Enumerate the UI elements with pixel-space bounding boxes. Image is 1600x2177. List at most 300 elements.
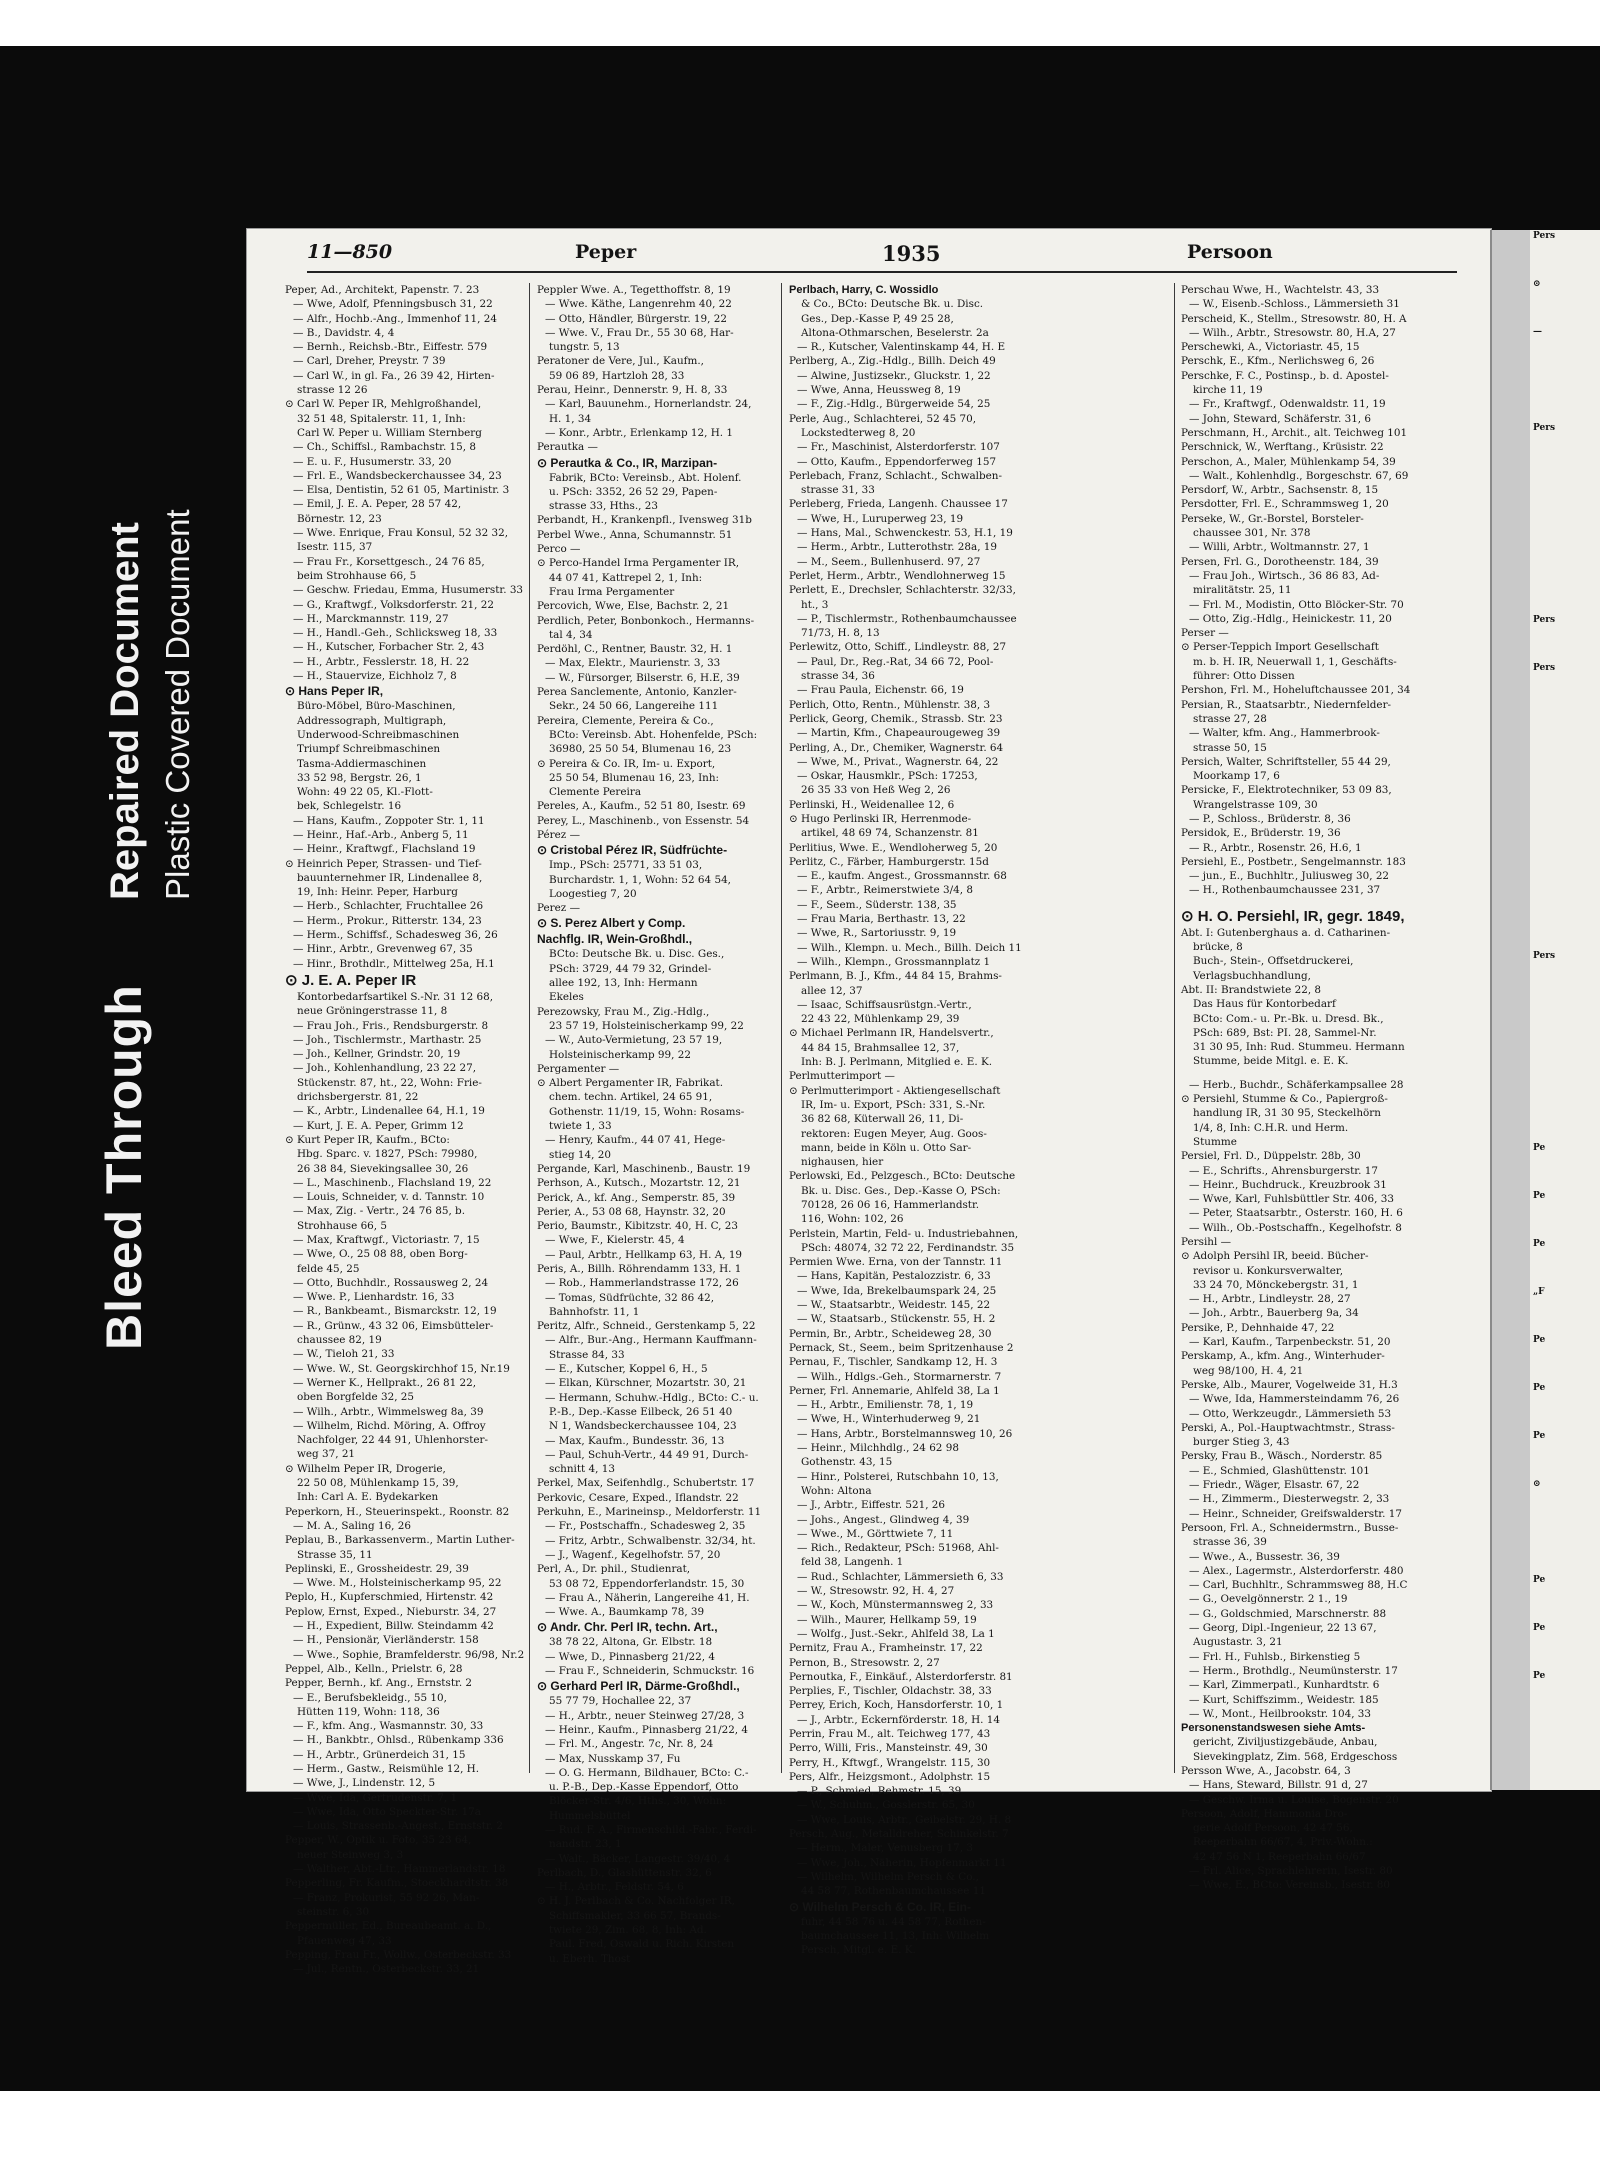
directory-entry: — Hans, Mal., Schwenckestr. 53, H.1, 19	[797, 527, 1013, 540]
directory-entry: Persoon, Adolf, Hammonia Dro-	[1181, 1807, 1348, 1820]
directory-entry: Perkovic, Cesare, Exped., Iflandstr. 22	[537, 1491, 739, 1504]
directory-entry: neuer Steinweg 3, 3	[297, 1848, 404, 1861]
directory-entry: — Max, Elektr., Maurienstr. 3, 33	[545, 657, 721, 670]
directory-entry: — Elsa, Dentistin, 52 61 05, Martinistr. 3	[293, 484, 510, 497]
directory-entry: Carl W. Peper u. William Sternberg	[297, 426, 482, 439]
directory-entry: Perrey, Erich, Koch, Hansdorferstr. 10, 1	[789, 1699, 1004, 1712]
edge-fragment: Pe	[1533, 1143, 1546, 1153]
directory-entry: — Alex., Lagermstr., Alsterdorferstr. 480	[1189, 1564, 1404, 1577]
directory-entry: 26 38 84, Sievekingsallee 30, 26	[297, 1162, 469, 1175]
directory-entry: Wohn: Altona	[801, 1484, 872, 1497]
directory-entry: Perscheid, K., Stellm., Stresowstr. 80, H. A	[1181, 312, 1407, 325]
directory-entry: Pereles, A., Kaufm., 52 51 80, Isestr. 69	[537, 800, 746, 813]
directory-entry: — W., Fürsorger, Bilserstr. 6, H.E, 39	[545, 671, 740, 684]
directory-entry: drichsbergerstr. 81, 22	[297, 1091, 419, 1104]
directory-entry: neue Gröningerstrasse 11, 8	[297, 1005, 448, 1018]
edge-fragment	[1530, 902, 1600, 950]
directory-entry: nighausen, hier	[801, 1156, 884, 1169]
directory-entry: twiete 1, 33	[549, 1120, 612, 1133]
directory-entry: — Wilh., Arbtr., Stresowstr. 80, H.A, 27	[1189, 326, 1396, 339]
directory-entry: — Wilh., Maurer, Hellkamp 59, 19	[797, 1613, 977, 1626]
directory-entry: 71/73, H. 8, 13	[801, 627, 880, 640]
edge-fragment: Pers	[1533, 423, 1556, 433]
directory-entry: — Hinr., Polsterei, Rutschbahn 10, 13,	[797, 1470, 999, 1483]
directory-entry: führer: Otto Dissen	[1193, 670, 1295, 683]
directory-entry: Persdorf, W., Arbtr., Sachsenstr. 8, 15	[1181, 484, 1379, 497]
directory-entry: — Hans, Kapitän, Pestalozzistr. 6, 33	[797, 1270, 991, 1283]
directory-entry: — Wwe, Ida, Otto Speckter-Str. 17a	[293, 1805, 481, 1818]
directory-entry: — Carl W., in gl. Fa., 26 39 42, Hirten-	[293, 369, 495, 382]
directory-entry: ht., 3	[801, 598, 829, 611]
directory-entry: — Franz, Prokurist, 55 92 26, Man-	[293, 1891, 480, 1904]
directory-entry: — Louis, Strassenb.-Angest., Ernststr. 2	[293, 1820, 503, 1833]
directory-entry: — H., Bankbtr., Ohlsd., Rübenkamp 336	[293, 1734, 504, 1747]
directory-entry: 1/4, 8, Inh: C.H.R. und Herm.	[1193, 1121, 1349, 1134]
directory-entry: — Max, Kraftwgf., Victoriastr. 7, 15	[293, 1234, 480, 1246]
directory-entry: Pfauenweg 47, 33	[297, 1934, 392, 1947]
edge-fragment: Pe	[1533, 1431, 1546, 1441]
directory-entry: — J., Arbtr., Eiffestr. 521, 26	[797, 1499, 946, 1512]
directory-entry: — Frl. H., Fuhlsb., Birkenstieg 5	[1189, 1650, 1361, 1663]
directory-entry: Perplies, F., Tischler, Oldachstr. 38, 33	[789, 1685, 992, 1698]
directory-entry: — R., Grünw., 43 32 06, Eimsbütteler-	[293, 1319, 494, 1332]
directory-entry: Perschau Wwe, H., Wachtelstr. 43, 33	[1181, 284, 1380, 296]
directory-entry: — Walther, Abt.-Ltr., Hammerlandstr. 18	[293, 1863, 506, 1876]
directory-entry: steinstr. 6, 30	[297, 1905, 370, 1918]
directory-entry: — Wwe. A., Baumkamp 78, 39	[545, 1606, 705, 1619]
edge-fragment: „F	[1533, 1287, 1545, 1297]
directory-entry: ⊙ Wilhelm Peper IR, Drogerie,	[285, 1462, 446, 1475]
directory-entry: Perlitz, C., Färber, Hamburgerstr. 15d	[789, 855, 989, 868]
directory-entry: Persson Wwe, A., Jacobstr. 64, 3	[1181, 1764, 1351, 1777]
directory-entry: — Alwine, Justizsekr., Gluckstr. 1, 22	[797, 369, 991, 382]
directory-entry: weg 98/100, H. 4, 21	[1193, 1364, 1304, 1377]
edge-fragment: Pers	[1533, 951, 1556, 961]
directory-entry: Perlebach, Franz, Schlacht., Schwalben-	[789, 469, 1003, 482]
directory-entry: 116, Wohn: 102, 26	[801, 1213, 904, 1226]
edge-fragment: Pe	[1533, 1671, 1546, 1681]
directory-entry: — Wwe, M., Privat., Wagnerstr. 64, 22	[797, 755, 999, 768]
directory-entry: Persoon, Frl. A., Schneidermstrn., Busse-	[1181, 1521, 1399, 1534]
directory-entry: ⊙ Adolph Persihl IR, beeid. Bücher-	[1181, 1250, 1369, 1263]
directory-entry: Perschmann, H., Archit., alt. Teichweg 101	[1181, 426, 1408, 439]
directory-entry: Pernau, F., Tischler, Sandkamp 12, H. 3	[789, 1356, 998, 1369]
directory-entry: Augustastr. 3, 21	[1193, 1636, 1283, 1649]
directory-entry: Nachflg. IR, Wein-Großhdl.,	[537, 932, 693, 947]
directory-entry: u. P.-B., Dep.-Kasse Eppendorf, Otto	[549, 1781, 739, 1794]
directory-entry: ⊙ Michael Perlmann IR, Handelsvertr.,	[789, 1027, 994, 1040]
directory-entry: — Heinr., Buchdruck., Kreuzbrook 31	[1189, 1178, 1387, 1191]
directory-entry: artikel, 48 69 74, Schanzenstr. 81	[801, 827, 979, 840]
directory-entry: Perlmutterimport —	[789, 1070, 895, 1083]
directory-entry: u. Eberh. Thost	[549, 1952, 631, 1965]
directory-entry: weg 37, 21	[297, 1448, 356, 1461]
directory-entry: — Heinr., Schneider, Greifswalderstr. 17	[1189, 1507, 1402, 1520]
directory-entry: Pershon, Frl. M., Hoheluftchaussee 201, 34	[1181, 684, 1411, 697]
directory-entry: — W., Schuhm., Gosslerstr. 65, 30	[797, 1799, 975, 1812]
directory-entry: 36980, 25 50 54, Blumenau 16, 23	[549, 743, 732, 756]
directory-entry: — Frau Joh., Fris., Rendsburgerstr. 8	[293, 1019, 489, 1032]
edge-fragment	[1530, 374, 1600, 422]
directory-entry: — H., Pensionär, Vierländerstr. 158	[293, 1634, 479, 1647]
directory-entry: — Rich., Redakteur, PSch: 51968, Ahl-	[797, 1542, 999, 1555]
directory-entry: ⊙ H. J. Perlbach & Co. Nachfolger IR,	[537, 1895, 735, 1908]
directory-entry: — Louis, Schneider, v. d. Tannstr. 10	[293, 1191, 485, 1204]
directory-entry: — Alfr., Hochb.-Ang., Immenhof 11, 24	[293, 312, 497, 325]
directory-entry: — Jul., Rentn., Osterbeckstr. 33, 21	[293, 1963, 480, 1976]
directory-entry: — J., Arbtr., Eckernförderstr. 18, H. 14	[797, 1713, 1000, 1726]
directory-entry: — Werner K., Hellprakt., 26 81 22,	[293, 1376, 477, 1389]
directory-entry: Perea Sanclemente, Antonio, Kanzler-	[537, 686, 737, 699]
header-year: 1935	[882, 241, 941, 266]
directory-entry: — Geschw. Irma u. Louise, Bogenstr. 20	[1189, 1793, 1399, 1806]
directory-entry: — Wilh., Klempn. u. Mech., Billh. Deich 11	[797, 941, 1022, 954]
directory-entry: — Hans, Kaufm., Zoppoter Str. 1, 11	[293, 814, 485, 827]
edge-fragment: Pe	[1533, 1239, 1546, 1249]
directory-entry: Pereira, Clemente, Pereira & Co.,	[537, 714, 714, 727]
edge-fragment	[1530, 806, 1600, 854]
directory-entry: Gothenstr. 43, 15	[801, 1456, 893, 1469]
directory-entry: Stumme, beide Mitgl. e. E. K.	[1193, 1055, 1349, 1068]
directory-entry: bauunternehmer IR, Lindenallee 8,	[297, 871, 483, 884]
directory-entry: — Fritz, Arbtr., Schwalbenstr. 32/34, ht.	[545, 1534, 756, 1547]
directory-entry: Peplinski, E., Grossheidestr. 29, 39	[285, 1562, 469, 1575]
directory-entry: — Walt., Kohlenhdlg., Borgeschstr. 67, 69	[1189, 469, 1409, 482]
directory-entry: — R., Kutscher, Valentinskamp 44, H. E	[797, 341, 1006, 354]
directory-entry: — Joh., Arbtr., Bauerberg 9a, 34	[1189, 1307, 1359, 1320]
directory-entry: Peperkorn, H., Steuerinspekt., Roonstr. 82	[285, 1505, 510, 1518]
directory-entry: Loogestieg 7, 20	[549, 887, 637, 900]
entry-column-3	[789, 283, 1024, 1957]
edge-fragment: ⊙	[1533, 279, 1541, 289]
directory-entry: Blöcker-Str. 4/6, Hths., 30, Wohn:	[549, 1795, 727, 1808]
annotation-labels	[95, 250, 235, 1350]
header-last-word: Persoon	[1187, 241, 1273, 263]
directory-entry: Imp., PSch: 25771, 33 51 03,	[549, 859, 703, 872]
directory-entry: — Heinr., Milchhdlg., 24 62 98	[797, 1442, 959, 1455]
directory-entry: Perick, A., kf. Ang., Semperstr. 85, 39	[537, 1191, 736, 1204]
directory-entry: Persen, Frl. G., Dorotheenstr. 184, 39	[1181, 555, 1379, 568]
directory-entry: — P., Schloss., Brüderstr. 8, 36	[1189, 812, 1351, 825]
directory-entry: Peritz, Alfr., Schneid., Gerstenkamp 5, 22	[537, 1320, 756, 1333]
directory-entry: Perser —	[1181, 627, 1229, 640]
directory-entry: Pepper, W., Optik u. Foto, 35 23 64,	[285, 1834, 472, 1847]
directory-entry: Perlmann, B. J., Kfm., 44 84 15, Brahms-	[789, 970, 1002, 983]
directory-entry: — Hermann, Schuhw.-Hdlg., BCto: C.- u.	[545, 1391, 759, 1404]
directory-entry: schnitt 4, 13	[549, 1463, 615, 1476]
directory-entry: ⊙ Pereira & Co. IR, Im- u. Export,	[537, 757, 716, 770]
directory-entry: Schiffsmakler, 33 66 57, Brands-	[549, 1909, 721, 1922]
directory-entry: — Isaac, Schiffsausrüstgn.-Vertr.,	[797, 998, 972, 1011]
directory-entry: chaussee 82, 19	[297, 1334, 382, 1347]
directory-entry: 36 82 68, Küterwall 26, 11, Di-	[801, 1113, 964, 1126]
directory-entry: Perschnick, W., Werftang., Krüsistr. 22	[1181, 441, 1384, 454]
edge-fragment: Pers	[1533, 663, 1556, 673]
edge-fragment: Pers	[1533, 231, 1556, 241]
directory-entry: Personenstandswesen siehe Amts-	[1181, 1722, 1366, 1735]
directory-entry: Sekr., 24 50 66, Langereihe 111	[549, 700, 719, 713]
directory-entry: — W., Eisenb.-Schloss., Lämmersieth 31	[1189, 298, 1400, 311]
directory-entry: — E., kaufm. Angest., Grossmannstr. 68	[797, 870, 1007, 883]
directory-entry: PSch: 689, Bst: PI. 28, Sammel-Nr.	[1193, 1026, 1377, 1039]
directory-entry: — H., Arbtr., Lindleystr. 28, 27	[1189, 1293, 1351, 1306]
edge-fragment	[1530, 998, 1600, 1046]
directory-entry: — Frau Maria, Berthastr. 13, 22	[797, 913, 966, 926]
directory-entry: strasse 33, Hths., 23	[549, 500, 659, 513]
directory-entry: — John, Steward, Schäferstr. 31, 6	[1189, 412, 1372, 425]
directory-entry: — Frau Paula, Eichenstr. 66, 19	[797, 684, 964, 697]
directory-entry: — Walter, kfm. Ang., Hammerbrook-	[1189, 727, 1380, 740]
directory-entry: — Wwe. V., Frau Dr., 55 30 68, Har-	[545, 326, 734, 339]
directory-entry: — W., Koch, Münstermannsweg 2, 33	[797, 1599, 994, 1612]
directory-entry: Persich, Walter, Schriftsteller, 55 44 29,	[1181, 755, 1391, 768]
directory-entry: Perschewki, A., Victoriastr. 45, 15	[1181, 341, 1360, 354]
directory-entry: strasse 12 26	[297, 384, 368, 397]
directory-entry: bek, Schlegelstr. 16	[297, 800, 402, 813]
directory-entry: — Walt., Bäcker, Langestr. 39/40, 4	[545, 1852, 731, 1865]
directory-entry: Peppler Wwe. A., Tegetthoffstr. 8, 19	[537, 284, 731, 296]
directory-entry: tungstr. 5, 13	[549, 341, 620, 354]
directory-entry: — Frau Fr., Korsettgesch., 24 76 85,	[293, 555, 485, 568]
directory-entry: — E., Schrifts., Ahrensburgerstr. 17	[1189, 1164, 1378, 1177]
directory-entry: Perlinski, H., Weidenallee 12, 6	[789, 798, 955, 811]
directory-entry: m. b. H. IR, Neuerwall 1, 1, Geschäfts-	[1193, 655, 1397, 668]
entry-column-4	[1181, 283, 1431, 1892]
directory-entry: Peppel, Alb., Kelln., Prielstr. 6, 28	[285, 1662, 463, 1675]
directory-entry: Persky, Frau B., Wäsch., Norderstr. 85	[1181, 1450, 1383, 1463]
directory-entry: ⊙ Perlmutterimport - Aktiengesellschaft	[789, 1084, 1001, 1097]
directory-entry: 25 50 54, Blumenau 16, 23, Inh:	[549, 771, 720, 784]
directory-entry: Percovich, Wwe, Else, Bachstr. 2, 21	[537, 600, 730, 613]
directory-entry: Peper, Ad., Architekt, Papenstr. 7. 23	[285, 284, 480, 296]
directory-entry: — H., Handl.-Geh., Schlicksweg 18, 33	[293, 627, 498, 640]
directory-entry: — Wwe, Anna, Heussweg 8, 19	[797, 384, 961, 397]
directory-entry: — Frl. M., Angestr. 7c, Nr. 8, 24	[545, 1738, 714, 1751]
directory-entry: Altona-Othmarschen, Beselerstr. 2a	[801, 326, 989, 339]
directory-entry: 31 30 95, Inh: Rud. Stummeu. Hermann	[1193, 1041, 1405, 1054]
directory-entry: Perski, A., Pol.-Hauptwachtmstr., Strass-	[1181, 1421, 1395, 1434]
directory-entry: — Wwe, Karl, Fuhlsbüttler Str. 406, 33	[1189, 1193, 1394, 1206]
directory-entry: — W., Auto-Vermietung, 23 57 19,	[545, 1034, 723, 1047]
directory-entry: 22 50 08, Mühlenkamp 15, 39,	[297, 1477, 459, 1490]
directory-entry: Permien Wwe. Erna, von der Tannstr. 11	[789, 1256, 1003, 1269]
directory-entry: — J., Wagenf., Kegelhofstr. 57, 20	[545, 1548, 721, 1561]
directory-entry: — H., Expedient, Billw. Steindamm 42	[293, 1620, 494, 1633]
directory-entry: — R., Bankbeamt., Bismarckstr. 12, 19	[293, 1305, 497, 1318]
directory-entry: Persch, Mitgl. e. E. K.	[801, 1944, 916, 1957]
directory-entry: — jun., E., Buchhltr., Juliusweg 30, 22	[1189, 870, 1390, 883]
directory-entry: — Carl, Dreher, Preystr. 7 39	[293, 355, 446, 368]
directory-entry: — H., Marckmannstr. 119, 27	[293, 612, 449, 625]
directory-entry: Abt. I: Gutenberghaus a. d. Catharinen-	[1181, 926, 1391, 939]
directory-entry: — Frau A., Näherin, Langereihe 41, H.	[545, 1591, 750, 1604]
directory-entry: — Max, Zig. - Vertr., 24 76 85, b.	[293, 1205, 466, 1218]
directory-entry: — E., Schmied, Glashüttenstr. 101	[1189, 1464, 1370, 1477]
directory-entry: — Wwe, H., Winterhuderweg 9, 21	[797, 1413, 981, 1426]
directory-entry: — Wwe, Ida, Hammersteindamm 76, 26	[1189, 1393, 1400, 1406]
directory-entry: 44 58 77, Rothenbaumchaussee 11	[801, 1885, 986, 1898]
column-divider	[781, 283, 782, 1773]
directory-entry: Gothenstr. 11/19, 15, Wohn: Rosams-	[549, 1105, 745, 1118]
directory-entry: Perey, L., Maschinenb., von Essenstr. 54	[537, 814, 750, 827]
directory-entry: Inh: Carl A. E. Bydekarken	[297, 1491, 439, 1504]
directory-entry: — Herm., Schiffsf., Schadesweg 36, 26	[293, 929, 498, 942]
directory-entry: — Peter, Staatsarbtr., Osterstr. 160, H. 6	[1189, 1207, 1403, 1220]
directory-entry: — Wwe, Ida, Gertrudenstr. 7, 1	[293, 1791, 458, 1804]
directory-entry: 59 06 89, Hartzloh 28, 33	[549, 369, 685, 382]
edge-fragment: Pe	[1533, 1575, 1546, 1585]
directory-entry: — Rud. F. A., Firmenschild.-Fabr., Ferdi-	[545, 1823, 757, 1836]
directory-entry: Perlet, Herm., Arbtr., Wendlohnerweg 15	[789, 569, 1006, 582]
directory-entry: — Herm., Gastw., Reismühle 12, H.	[293, 1762, 480, 1775]
directory-entry: — Joh., Tischlermstr., Marthastr. 25	[293, 1033, 482, 1046]
entry-column-2	[537, 283, 772, 1965]
directory-entry: P.-B., Dep.-Kasse Eilbeck, 26 51 40	[549, 1405, 733, 1418]
directory-entry: burger Stieg 3, 43	[1193, 1436, 1290, 1449]
directory-entry: Persicke, F., Elektrotechniker, 53 09 83,	[1181, 784, 1392, 797]
directory-entry: Addressograph, Multigraph,	[297, 714, 447, 727]
directory-entry: Persiehl, E., Postbetr., Sengelmannstr. 183	[1181, 855, 1406, 868]
header-first-word: Peper	[575, 241, 637, 263]
directory-entry: — Fr., Maschinist, Alsterdorferstr. 107	[797, 441, 1000, 454]
directory-entry: — Otto, Kaufm., Eppendorferweg 157	[797, 455, 997, 468]
directory-entry: Perbandt, H., Krankenpfl., Ivensweg 31b	[537, 514, 752, 527]
directory-entry: beim Strohhause 66, 5	[297, 569, 417, 582]
directory-entry: Stumme	[1193, 1135, 1237, 1148]
directory-entry: — Wwe. Käthe, Langenrehm 40, 22	[545, 298, 732, 311]
directory-entry: — Hinr., Arbtr., Grevenweg 67, 35	[293, 943, 473, 956]
directory-entry: 19, Inh: Heinr. Peper, Harburg	[297, 886, 458, 899]
directory-entry: 38 78 22, Altona, Gr. Elbstr. 18	[549, 1636, 713, 1649]
directory-entry: — Geschw. Friedau, Emma, Husumerstr. 33	[293, 584, 524, 597]
directory-entry: — Herm., Maler, Venusberg 17, 3	[797, 1842, 973, 1855]
directory-entry: Pernon, B., Stresowstr. 2, 27	[789, 1656, 940, 1669]
directory-entry: Fabrik, BCto: Vereinsb., Abt. Holenf.	[549, 471, 742, 484]
directory-entry: 42 47 56 N 1, Reeperbahn 66/67	[1193, 1850, 1366, 1863]
directory-entry: — Kurt, Schiffszimm., Weidestr. 185	[1189, 1693, 1379, 1706]
directory-entry: Perlberg, A., Zig.-Hdlg., Billh. Deich 49	[789, 355, 996, 368]
directory-entry: miralitätstr. 25, 11	[1193, 584, 1292, 597]
directory-entry: Das Haus für Kontorbedarf	[1193, 998, 1336, 1011]
directory-entry: stieg 14, 20	[549, 1148, 611, 1161]
directory-entry: — Bernh., Reichsb.-Btr., Eiffestr. 579	[293, 341, 488, 354]
directory-entry: — Wwe, Adolf, Pfenningsbusch 31, 22	[293, 298, 493, 311]
directory-entry: Strohhause 66, 5	[297, 1219, 388, 1232]
directory-entry: — Paul, Schuh-Vertr., 44 49 91, Durch-	[545, 1448, 749, 1461]
directory-entry: ⊙ H. O. Persiehl, IR, gegr. 1849,	[1181, 907, 1405, 925]
directory-entry: — Wwe. W., St. Georgskirchhof 15, Nr.19	[293, 1362, 510, 1375]
directory-entry: — H., Rothenbaumchaussee 231, 37	[1189, 884, 1381, 897]
directory-entry: ⊙ Andr. Chr. Perl IR, techn. Art.,	[537, 1620, 718, 1635]
directory-entry: 33 52 98, Bergstr. 26, 1	[297, 771, 422, 784]
directory-entry: — Wilhelm, Richd. Möring, A. Offroy	[293, 1419, 486, 1432]
directory-entry: chaussee 301, Nr. 378	[1193, 527, 1311, 540]
directory-entry: — W., Mont., Heilbrookstr. 104, 33	[1189, 1707, 1372, 1720]
directory-entry: Persdotter, Frl. E., Schrammsweg 1, 20	[1181, 498, 1389, 511]
directory-entry: — Wilh., Hdlgs.-Geh., Stormarnerstr. 7	[797, 1370, 1002, 1383]
directory-entry: Perautka —	[537, 441, 598, 454]
directory-entry: Pepper, Bernh., kf. Ang., Ernststr. 2	[285, 1677, 473, 1690]
directory-entry: — Wilhelm, Wilhelm Persch & Co.,	[797, 1870, 979, 1883]
directory-entry: Perner, Frl. Annemarie, Ahlfeld 38, La 1	[789, 1384, 1000, 1397]
directory-entry: chem. techn. Artikel, 24 65 91,	[549, 1091, 713, 1104]
directory-entry: ⊙ Perco-Handel Irma Pergamenter IR,	[537, 557, 740, 570]
directory-entry: brücke, 8	[1193, 941, 1243, 954]
directory-entry: u. PSch: 3352, 26 52 29, Papen-	[549, 485, 718, 498]
directory-entry: 32 51 48, Spitalerstr. 11, 1, Inh:	[297, 412, 466, 425]
book-gutter	[1490, 230, 1532, 1790]
directory-entry: — H., Kutscher, Forbacher Str. 2, 43	[293, 641, 485, 654]
directory-entry: Permin, Br., Arbtr., Scheideweg 28, 30	[789, 1327, 992, 1340]
directory-entry: Kontorbedarfsartikel S.-Nr. 31 12 68,	[297, 990, 494, 1003]
directory-entry: — H., Arbtr., Emilienstr. 78, 1, 19	[797, 1399, 974, 1412]
directory-entry: — Otto, Zig.-Hdlg., Heinickestr. 11, 20	[1189, 612, 1392, 625]
directory-entry: Strasse 35, 11	[297, 1548, 373, 1561]
directory-entry: Perschon, A., Maler, Mühlenkamp 54, 39	[1181, 455, 1396, 468]
directory-entry: strasse 36, 39	[1193, 1536, 1267, 1549]
directory-entry: — Wwe., M., Görttwiete 7, 11	[797, 1527, 954, 1540]
directory-entry: Pernoutka, F., Einkäuf., Alsterdorferstr. 81	[789, 1670, 1013, 1683]
directory-entry: ⊙ Carl W. Peper IR, Mehlgroßhandel,	[285, 398, 482, 411]
directory-entry: Strasse 84, 33	[549, 1348, 625, 1361]
directory-entry: — Fr., Kraftwgf., Odenwaldstr. 11, 19	[1189, 398, 1386, 411]
directory-entry: Isestr. 115, 37	[297, 541, 373, 554]
directory-entry: Peppermüller, Ed., Bureaubeamt. a. D.,	[285, 1920, 492, 1933]
directory-entry: Ges., Dep.-Kasse P, 49 25 28,	[801, 312, 954, 325]
directory-entry: Persian, R., Staatsarbtr., Niedernfelder-	[1181, 698, 1392, 711]
directory-entry: 26 35 33 von Heß Weg 2, 26	[801, 784, 951, 797]
directory-entry: ⊙ J. E. A. Peper IR	[285, 971, 417, 989]
directory-entry: Perhson, A., Kutsch., Mozartstr. 12, 21	[537, 1177, 741, 1190]
directory-entry: — W., Stresowstr. 92, H. 4, 27	[797, 1585, 955, 1598]
directory-entry: — F., Seem., Süderstr. 138, 35	[797, 898, 957, 911]
directory-entry: strasse 34, 36	[801, 670, 875, 683]
directory-entry: Perleberg, Frieda, Langenh. Chaussee 17	[789, 498, 1008, 511]
edge-fragment	[1530, 1526, 1600, 1574]
column-divider	[1174, 283, 1175, 1773]
directory-entry: — Wwe, Louis, Arbtr., Geibelstr. 29, H. 8	[797, 1813, 1012, 1826]
directory-entry: — Wwe. Enrique, Frau Konsul, 52 32 32,	[293, 527, 509, 540]
entry-spacer	[1181, 898, 1431, 907]
directory-entry: Peratoner de Vere, Jul., Kaufm.,	[537, 355, 704, 368]
directory-entry: ⊙ Kurt Peper IR, Kaufm., BCto:	[285, 1133, 450, 1146]
directory-entry: baumchaussee 11, 13, Inh: Wilhelm	[801, 1929, 990, 1942]
directory-entry: — Paul, Dr., Reg.-Rat, 34 66 72, Pool-	[797, 655, 994, 668]
directory-entry: — Joh., Kellner, Grindstr. 20, 19	[293, 1048, 461, 1061]
directory-entry: — Wwe, R., Sartoriusstr. 9, 19	[797, 927, 957, 940]
directory-entry: Perro, Willi, Fris., Mansteinstr. 49, 30	[789, 1742, 988, 1755]
directory-entry: handlung IR, 31 30 95, Steckelhörn	[1193, 1107, 1381, 1120]
directory-entry: Underwood-Schreibmaschinen	[297, 728, 460, 741]
directory-entry: allee 12, 37	[801, 984, 863, 997]
directory-entry: — Tomas, Südfrüchte, 32 86 42,	[545, 1291, 715, 1304]
directory-entry: & Co., BCto: Deutsche Bk. u. Disc.	[801, 298, 984, 311]
directory-entry: Perkuhn, E., Marineinsp., Meldorferstr. 11	[537, 1506, 762, 1519]
directory-entry: strasse 27, 28	[1193, 712, 1267, 725]
directory-entry: — H., Arbtr., Grünerdeich 31, 15	[293, 1748, 466, 1761]
directory-entry: Nachfolger, 22 44 91, Uhlenhorster-	[297, 1434, 488, 1447]
directory-entry: fuhr, 44 58 76 u. 44 58 77, Rothen-	[801, 1915, 986, 1928]
directory-entry: ⊙ Cristobal Pérez IR, Südfrüchte-	[537, 843, 728, 858]
directory-entry: — Max, Kaufm., Bundesstr. 36, 13	[545, 1434, 725, 1447]
directory-entry: H. 1, 34	[549, 412, 592, 425]
directory-entry: ⊙ Gerhard Perl IR, Därme-Großhdl.,	[537, 1679, 740, 1694]
directory-entry: — Wwe, H., Luruperweg 23, 19	[797, 512, 964, 525]
directory-entry: Perlstein, Martin, Feld- u. Industriebahnen,	[789, 1227, 1019, 1240]
directory-entry: — Friedr., Wäger, Elsastr. 67, 22	[1189, 1479, 1360, 1492]
directory-entry: — Karl, Zimmerpatl., Kunhardtstr. 6	[1189, 1679, 1380, 1692]
directory-entry: Perle, Aug., Schlachterei, 52 45 70,	[789, 412, 977, 425]
